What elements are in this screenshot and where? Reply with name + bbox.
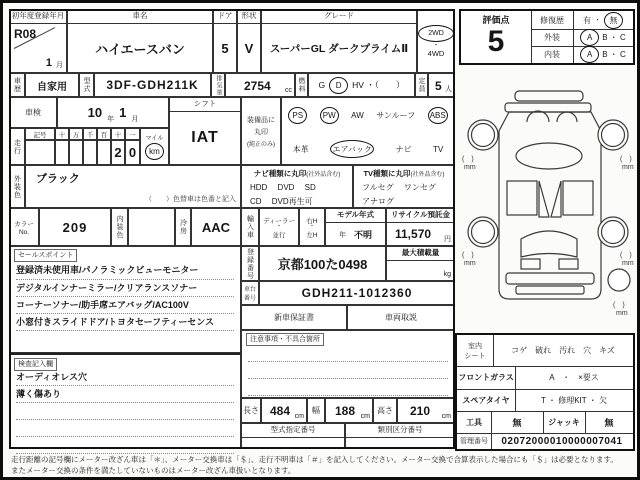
door-value: 5	[221, 41, 229, 56]
management-no-value: 02072000010000007041	[501, 435, 623, 447]
seat-label-1: 室内	[468, 342, 482, 350]
recycle-fee-cell	[386, 208, 455, 246]
cooling-label-cell	[175, 208, 191, 246]
registration-label-cell	[241, 246, 259, 281]
shaken-label: 車検	[9, 97, 57, 128]
tv-type-line1: フルセグ ワンセグ	[362, 183, 436, 192]
equipment-label-2: 丸印	[254, 128, 268, 136]
registration-number: 京都100た0498	[259, 246, 386, 281]
interior-grade-a-selected: A	[580, 46, 599, 63]
interior-grade-value	[573, 46, 633, 63]
shift-cell	[169, 97, 241, 165]
fuel-diesel-selected: D	[329, 77, 348, 94]
jack-label: ジャッキ	[543, 411, 586, 434]
history-label: 車歴	[13, 77, 21, 93]
grade-cell	[261, 9, 417, 73]
width-unit: cm	[360, 413, 370, 420]
front-bumper	[515, 91, 583, 101]
empty-dotted-line	[248, 362, 448, 379]
rear-cargo-shape	[521, 231, 577, 257]
capacity-cell	[428, 73, 455, 97]
equipment-row-2	[282, 132, 454, 166]
chassis-label-1: 車台	[243, 287, 256, 293]
cautions-section	[241, 330, 455, 398]
displacement-cell	[225, 73, 295, 97]
equip-tv: TV	[433, 144, 444, 154]
model-year-cell	[325, 208, 386, 246]
navi-type-cell	[241, 165, 353, 208]
chassis-number: GDH211-1012360	[259, 281, 455, 305]
equip-sunroof: サンルーフ	[376, 110, 416, 120]
owner-manual-cell: 車両取説	[347, 305, 455, 330]
displacement-label-cell	[211, 73, 225, 97]
tv-type-header-text: TV種類に丸印	[363, 169, 411, 178]
grade-label: グレード	[262, 10, 416, 24]
cautions-lines	[248, 345, 448, 396]
tools-value: 無	[491, 411, 544, 434]
right-door-panel	[563, 181, 593, 215]
rear-right-light	[559, 259, 578, 269]
model-year-label: モデル年式	[326, 209, 385, 223]
fuel-label: 燃料	[298, 77, 305, 93]
inspector-note-line: 薄く傷あり	[16, 386, 234, 403]
recycle-fee-label: リサイクル預託金	[387, 209, 454, 223]
repair-no-selected: 無	[604, 12, 623, 29]
condition-table	[455, 333, 635, 451]
spare-tire-value: T ・ 修理KIT ・ 欠	[515, 389, 633, 412]
tools-label: 工具	[457, 411, 492, 434]
front-panel	[505, 103, 591, 112]
mileage-digit-100k	[55, 140, 69, 165]
navi-type-line2: CD DVD再生可	[250, 197, 313, 206]
mileage-header-10k: 万	[69, 128, 83, 140]
recycle-fee-value-wrap	[387, 223, 454, 246]
import-label: 輸入車	[246, 215, 254, 239]
fuel-label-cell	[295, 73, 308, 97]
empty-dotted-line	[248, 379, 448, 396]
repair-history-value	[573, 11, 633, 30]
front-glass-label: フロントガラス	[457, 366, 516, 390]
import-parallel-option: 並行	[272, 231, 286, 239]
windshield-arc-left	[527, 111, 549, 122]
handle-right-option: 右H	[306, 217, 318, 225]
door-label: ドア	[214, 10, 236, 24]
inspector-notes-section	[9, 353, 241, 449]
score-cell	[461, 11, 532, 63]
handle-left-option: 左H	[306, 231, 318, 239]
repair-yes-option: 有	[583, 15, 591, 25]
car-name-cell	[67, 9, 213, 73]
score-value: 5	[487, 25, 505, 58]
management-no-label: 管理番号	[457, 433, 492, 449]
left-door-panel	[507, 181, 537, 215]
navi-type-line1: HDD DVD SD	[250, 183, 316, 192]
length-value: 484	[270, 404, 291, 418]
import-label-cell	[241, 208, 259, 246]
chassis-label-cell	[241, 281, 259, 305]
cooling-value: AAC	[191, 208, 241, 246]
height-value-cell	[397, 398, 455, 423]
model-code-value: 3DF-GDH211K	[94, 73, 211, 97]
exterior-grade-bc: B ・ C	[602, 33, 626, 42]
mileage-digit-100	[97, 140, 111, 165]
tire-depth-unit-spare: mm	[616, 310, 628, 317]
model-code-label: 型式	[83, 77, 90, 93]
rear-hatch	[506, 273, 594, 284]
recycle-fee-unit: 円	[444, 236, 451, 243]
tv-type-cell	[353, 165, 455, 208]
color-no-label-cell	[9, 208, 39, 246]
length-unit: cm	[294, 413, 304, 420]
width-value: 188	[335, 404, 356, 418]
shape-label: 形状	[238, 10, 260, 24]
sales-point-line: デジタルインナーミラー/クリアランスソナー	[16, 280, 234, 297]
sales-points-lines	[16, 262, 234, 331]
registration-label: 登録番号	[246, 247, 254, 280]
inspector-note-line: オーディオレス穴	[16, 369, 234, 386]
car-top-view-diagram	[461, 67, 639, 331]
width-label: 幅	[307, 398, 325, 423]
exterior-color-label: 外装色	[13, 174, 21, 199]
footer-line-2: またメーター交換の条件を満たしていないものはメーター改ざん車扱いとなります。	[11, 466, 296, 475]
cabin-roof-oval	[516, 143, 582, 169]
equip-airbag-selected: エアバック	[330, 140, 374, 158]
mileage-label: 走行	[13, 138, 21, 155]
equip-pw-selected: PW	[320, 107, 339, 124]
max-load-label: 最大積載量	[387, 247, 454, 261]
drive-2wd-selected: 2WD	[418, 25, 454, 42]
mileage-header-symbol: 記号	[25, 128, 55, 140]
interior-grade-label: 内装	[531, 46, 574, 63]
rear-bumper	[516, 286, 584, 294]
inspector-notes-lines	[16, 369, 234, 454]
rear-left-wheel-inner	[472, 221, 495, 244]
equip-abs-selected: ABS	[428, 107, 448, 124]
sales-point-line: コーナーソナー/助手席エアバッグ/AC100V	[16, 297, 234, 314]
equip-leather: 本革	[292, 144, 309, 154]
car-body-outline	[499, 112, 601, 299]
navi-type-header-text: ナビ種類に丸印	[253, 169, 307, 178]
length-label: 長さ	[241, 398, 261, 423]
mileage-digit-symbol	[25, 140, 55, 165]
front-right-wheel-inner	[602, 124, 625, 147]
jack-value: 無	[585, 411, 633, 434]
empty-dotted-line	[16, 403, 234, 420]
mileage-header-100: 百	[97, 128, 111, 140]
equip-aw: AW	[351, 110, 364, 120]
fuel-gasoline: G	[318, 80, 326, 90]
shaken-year-unit: 年	[107, 116, 115, 123]
front-glass-value: A ・ ×要ス	[515, 366, 633, 390]
empty-dotted-line	[248, 345, 448, 362]
color-no-label-1: カラー	[14, 220, 34, 228]
classification-label: 類別区分番号	[346, 424, 454, 438]
displacement-label: 排気量	[215, 74, 221, 96]
capacity-value: 5	[435, 79, 442, 93]
mileage-header-1: 一	[125, 128, 140, 140]
chassis-label-2: 番号	[243, 296, 256, 302]
import-dealer-option: ディーラー	[263, 217, 295, 225]
exterior-color-value: ブラック	[36, 173, 80, 185]
cautions-tag: 注意事項・不具合箇所	[246, 333, 324, 346]
first-reg-month: 1	[45, 57, 52, 69]
score-box	[459, 9, 635, 65]
score-label: 評価点	[482, 15, 510, 25]
spare-tire	[608, 269, 630, 291]
equipment-label-cell	[241, 97, 281, 165]
equipment-label-3: (純正のみ)	[247, 141, 275, 148]
tire-depth-field-rear-right: ( )	[620, 252, 632, 259]
tire-depth-unit-front-left: mm	[464, 164, 476, 171]
tire-depth-field-rear-left: ( )	[462, 252, 474, 259]
mileage-digit-1: 0	[125, 140, 140, 165]
drive-4wd: 4WD	[427, 48, 445, 58]
shaken-month-unit: 月	[131, 116, 139, 123]
model-code-label-cell	[79, 73, 94, 97]
mileage-digit-1k	[83, 140, 97, 165]
tire-depth-unit-rear-right: mm	[622, 260, 634, 267]
type-designation-cell	[241, 423, 345, 449]
warranty-book-cell: 新車保証書	[241, 305, 347, 330]
first-registration-value	[10, 24, 66, 73]
drive-type-cell	[417, 9, 455, 73]
import-dot: ・	[275, 223, 282, 230]
length-value-cell	[261, 398, 307, 423]
equip-ps-selected: PS	[288, 107, 307, 124]
footer-line-1: 走行距離の記号欄にメーター改ざん車は「＊」、メーター交換車は「＄」、走行不明車は「＃」を記入してください。メーター交換で合算表示した場合にも「＄」は必要となります。	[11, 455, 618, 464]
height-value: 210	[410, 404, 431, 418]
mileage-digit-10k	[69, 140, 83, 165]
import-dealer-cell	[259, 208, 299, 246]
handle-side-cell	[299, 208, 325, 246]
equipment-label-1: 装備品に	[247, 116, 275, 124]
drive-dot: ・	[432, 41, 440, 49]
color-no-value: 209	[39, 208, 111, 246]
exterior-grade-label: 外装	[531, 29, 574, 47]
classification-cell	[345, 423, 455, 449]
shape-value: V	[244, 41, 254, 56]
color-change-note: （ ）色替車は色番と記入	[145, 196, 236, 203]
fuel-value-cell	[308, 73, 415, 97]
shift-label: シフト	[170, 98, 240, 112]
fuel-other-options: HV ・（ ）	[352, 80, 405, 90]
front-left-wheel-inner	[472, 124, 495, 147]
empty-dotted-line	[16, 437, 234, 454]
grade-value: スーパーGL ダークプライムⅡ	[269, 43, 409, 55]
seat-options: コゲ 破れ 汚れ 穴 キズ	[493, 335, 633, 367]
mile-option: マイル	[145, 136, 164, 142]
mileage-header-1k: 千	[83, 128, 97, 140]
shape-cell	[237, 9, 261, 73]
tire-depth-field-front-left: ( )	[462, 156, 474, 163]
equip-navi: ナビ	[395, 144, 412, 154]
door-cell	[213, 9, 237, 73]
shaken-year: 10	[87, 105, 103, 120]
height-unit: cm	[441, 413, 451, 420]
repair-dot: ・	[594, 17, 601, 24]
capacity-label-cell	[415, 73, 428, 97]
km-selected: km	[145, 143, 164, 160]
height-label: 高さ	[373, 398, 397, 423]
car-name-value: ハイエースバン	[95, 42, 185, 57]
navi-type-note: (社外品含む)	[306, 172, 341, 178]
shaken-value-cell	[57, 97, 169, 128]
exterior-grade-a-selected: A	[580, 29, 599, 46]
tv-type-line2: アナログ	[362, 197, 394, 206]
mileage-digit-10: 2	[111, 140, 125, 165]
capacity-label: 定員	[418, 77, 425, 93]
navi-type-header	[242, 166, 352, 179]
tire-depth-unit-rear-left: mm	[464, 260, 476, 267]
spare-tire-label: スペアタイヤ	[457, 389, 516, 412]
left-floor-line	[539, 181, 549, 217]
rear-left-light	[521, 259, 540, 269]
type-designation-label: 型式指定番号	[242, 424, 344, 438]
exterior-color-label-cell	[9, 165, 25, 208]
windshield-arc-right	[557, 112, 577, 122]
displacement-value: 2754	[244, 79, 271, 93]
rear-right-wheel-inner	[602, 221, 625, 244]
max-load-cell	[386, 246, 455, 281]
model-year-value	[326, 223, 385, 246]
exterior-color-cell	[25, 165, 241, 208]
interior-grade-bc: B ・ C	[602, 50, 626, 59]
capacity-unit: 人	[445, 86, 452, 93]
right-floor-line	[551, 181, 561, 217]
car-name-label: 車名	[68, 10, 212, 24]
handle-dot: ・	[308, 223, 315, 230]
sales-point-line: 小窓付きスライドドア/トヨタセーフティーセンス	[16, 314, 234, 331]
mileage-label-cell	[9, 128, 25, 165]
repair-history-label: 修復歴	[531, 11, 574, 30]
tire-depth-field-spare: ( )	[613, 302, 625, 309]
displacement-unit: cc	[285, 87, 292, 94]
tire-depth-field-front-right: ( )	[620, 156, 632, 163]
first-reg-era: R08	[14, 27, 37, 41]
interior-color-label-cell	[111, 208, 128, 246]
mileage-header-100k: 十	[55, 128, 69, 140]
month-unit: 月	[56, 62, 63, 69]
mileage-header-10: 十	[111, 128, 125, 140]
sales-points-section	[9, 246, 241, 353]
tv-type-note: (社外品含む)	[410, 172, 445, 178]
footer-disclaimer	[11, 454, 637, 476]
inspector-notes-tag: 検査記入欄	[14, 358, 57, 371]
shift-value: IAT	[191, 129, 219, 146]
shaken-month: 1	[119, 105, 127, 120]
first-registration-cell	[9, 9, 67, 73]
interior-color-value-empty	[128, 208, 175, 246]
tire-depth-unit-front-right: mm	[622, 164, 634, 171]
equipment-options-cell	[281, 97, 455, 165]
cooling-label: 冷房	[179, 219, 187, 235]
interior-color-label: 内装色	[116, 215, 123, 239]
seat-label-2: シート	[464, 352, 486, 360]
seat-label-cell	[457, 335, 494, 367]
color-no-label-2: No.	[18, 228, 30, 236]
exterior-grade-value	[573, 29, 633, 47]
tv-type-header	[354, 166, 454, 179]
empty-dotted-line	[16, 420, 234, 437]
sales-point-line: 登録済未使用車/パノラミックビューモニター	[16, 262, 234, 280]
history-label-cell	[9, 73, 25, 97]
max-load-unit: kg	[443, 271, 451, 278]
model-year-unit: 年	[338, 231, 346, 239]
width-value-cell	[325, 398, 373, 423]
recycle-fee-value: 11,570	[395, 227, 432, 241]
equipment-row-1	[282, 98, 454, 132]
sales-points-tag: セールスポイント	[14, 249, 77, 262]
mileage-unit-cell	[140, 128, 169, 165]
first-registration-label: 初年度登録年月	[10, 10, 66, 24]
history-value: 自家用	[25, 73, 79, 97]
model-year-unknown: 不明	[353, 230, 372, 240]
